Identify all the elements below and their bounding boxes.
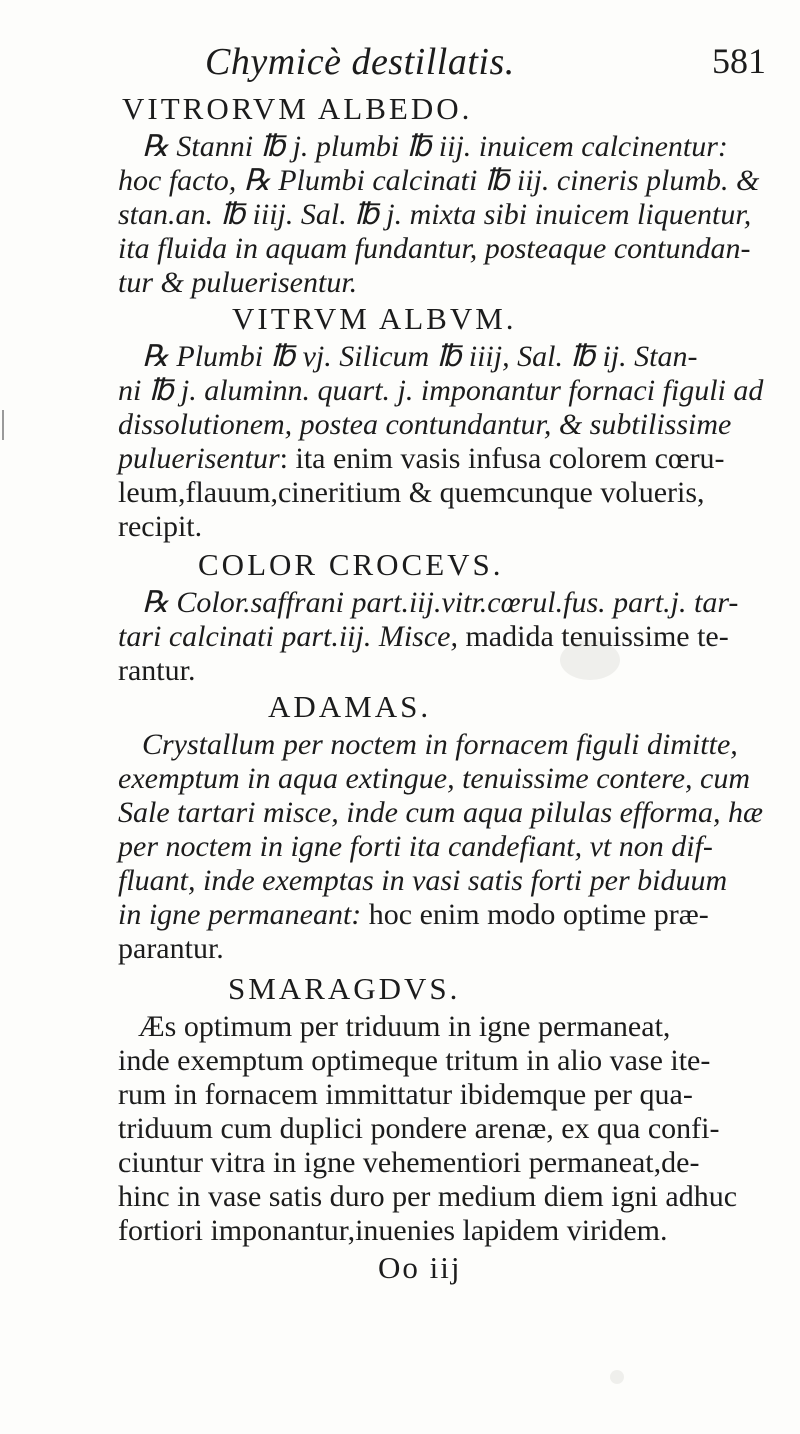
text-italic: in igne permaneant: bbox=[118, 898, 362, 931]
text-roman: hoc enim modo optime præ- bbox=[361, 898, 709, 931]
section-heading: VITRVM ALBVM. bbox=[232, 301, 517, 336]
text-line: hoc facto, ℞ Plumbi calcinati ℔ iij. cineris plumb. & bbox=[118, 164, 760, 197]
text-italic: tari calcinati part.iij. Misce, bbox=[118, 620, 458, 653]
text-italic: puluerisentur bbox=[118, 442, 280, 475]
section-heading: ADAMAS. bbox=[268, 689, 432, 724]
text-line: fluant, inde exemptas in vasi satis forti per biduum bbox=[118, 864, 728, 897]
margin-rule bbox=[2, 410, 4, 440]
text-roman: : ita enim vasis infusa colorem cœru- bbox=[279, 442, 725, 475]
text-line: ℞ Plumbi ℔ vj. Silicum ℔ iiij, Sal. ℔ ij. Stan- bbox=[142, 340, 698, 373]
paper-stain bbox=[610, 1370, 624, 1384]
text-line: hinc in vase satis duro per medium diem igni adhuc bbox=[118, 1180, 738, 1213]
text-line: tur & puluerisentur. bbox=[118, 266, 358, 299]
text-line: parantur. bbox=[118, 932, 224, 965]
text-line: inde exemptum optimeque tritum in alio vase ite- bbox=[118, 1044, 711, 1077]
paper-stain bbox=[560, 640, 620, 680]
section-heading: COLOR CROCEVS. bbox=[198, 547, 504, 582]
text-line bbox=[118, 898, 709, 932]
text-line: ni ℔ j. aluminn. quart. j. imponantur fornaci figuli ad bbox=[118, 374, 764, 407]
text-line: ita fluida in aquam fundantur, posteaque contundan- bbox=[118, 232, 751, 265]
text-line: recipit. bbox=[118, 510, 203, 543]
text-line: triduum cum duplici pondere arenæ, ex qua confi- bbox=[118, 1112, 720, 1145]
text-line: per noctem in igne forti ita candefiant, vt non dif- bbox=[118, 830, 713, 863]
signature-mark: Oo iij bbox=[378, 1250, 462, 1285]
text-line: stan.an. ℔ iiij. Sal. ℔ j. mixta sibi inuicem liquentur, bbox=[118, 198, 752, 231]
text-line: leum,flauum,cineritium & quemcunque volueris, bbox=[118, 476, 705, 509]
text-line bbox=[118, 620, 729, 654]
text-line: Æs optimum per triduum in igne permaneat, bbox=[138, 1010, 671, 1043]
text-line: ciuntur vitra in igne vehementiori permaneat,de- bbox=[118, 1146, 700, 1179]
text-line bbox=[142, 586, 738, 620]
running-head: Chymicè destillatis. bbox=[205, 41, 515, 83]
text-line: dissolutionem, postea contundantur, & subtilissime bbox=[118, 408, 732, 441]
text-roman: madida tenuissime te- bbox=[457, 620, 729, 653]
page-number: 581 bbox=[712, 41, 766, 81]
text-line: ℞ Stanni ℔ j. plumbi ℔ iij. inuicem calcinentur: bbox=[142, 130, 728, 163]
section-heading: VITRORVM ALBEDO. bbox=[122, 91, 473, 126]
text-line bbox=[118, 442, 725, 476]
text-line: Sale tartari misce, inde cum aqua pilulas efforma, hæ bbox=[118, 796, 763, 829]
text-line: exemptum in aqua extingue, tenuissime contere, cum bbox=[118, 762, 751, 795]
text-italic: ℞ Color.saffrani part.iij.vitr.cœrul.fus. part.j. tar- bbox=[142, 586, 739, 619]
text-line: fortiori imponantur,inuenies lapidem viridem. bbox=[118, 1214, 668, 1247]
text-line: rantur. bbox=[118, 654, 196, 687]
text-line: rum in fornacem immittatur ibidemque per qua- bbox=[118, 1078, 693, 1111]
section-heading: SMARAGDVS. bbox=[228, 971, 461, 1006]
text-line: Crystallum per noctem in fornacem figuli dimitte, bbox=[142, 728, 738, 761]
